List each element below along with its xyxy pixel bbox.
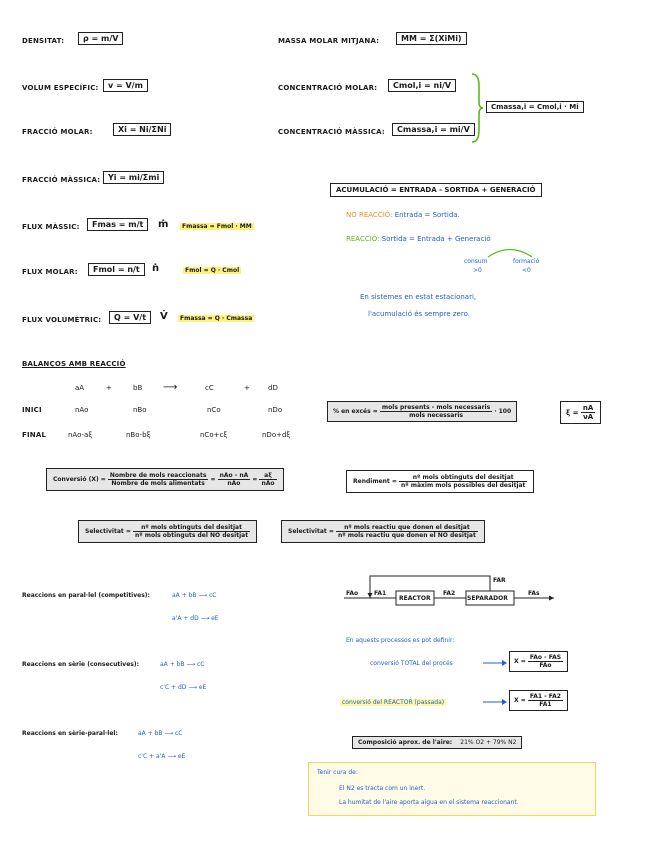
total-arrow bbox=[482, 658, 508, 668]
brace-formula: Cmassa,i = Cmol,i · Mi bbox=[486, 101, 584, 113]
selectivitat-1-box bbox=[78, 520, 257, 543]
rx-aA: aA bbox=[75, 384, 85, 392]
reactor-conversion-box bbox=[509, 690, 568, 711]
serie-label: Reaccions en sèrie (consecutives): bbox=[22, 661, 139, 668]
total-num: FAo - FAS bbox=[529, 654, 562, 661]
reactor-num: FA1 - FA2 bbox=[529, 693, 561, 700]
rx-dD: dD bbox=[268, 384, 278, 392]
consum-label: consum bbox=[464, 258, 488, 265]
conversio-num: Nombre de mols reaccionats bbox=[109, 472, 207, 479]
fraccio-massica-formula: Yi = mi/Σmi bbox=[103, 171, 164, 184]
consum-sign: >0 bbox=[473, 267, 482, 274]
formacio-label: formació bbox=[513, 258, 540, 265]
massa-molar-formula: MM = Σ(XiMi) bbox=[396, 32, 467, 45]
f-a2-label: FA2 bbox=[443, 590, 456, 597]
volum-especific-label: VOLUM ESPECÍFIC: bbox=[22, 84, 99, 92]
conversio-den3: nAo bbox=[261, 480, 275, 487]
serie-paralel-r1: aA + bB ⟶ cC bbox=[138, 730, 183, 737]
inici-b: nBo bbox=[133, 406, 147, 414]
note-box bbox=[308, 762, 596, 816]
exces-prefix: % en excés = bbox=[333, 408, 378, 415]
concentracio-molar-label: CONCENTRACIÓ MOLAR: bbox=[278, 84, 378, 92]
process-intro: En aquests processos es pot definir: bbox=[346, 637, 455, 644]
exces-box bbox=[327, 401, 517, 422]
flux-molar-label: FLUX MOLAR: bbox=[22, 268, 78, 276]
note-line-1: El N2 es tracta com un inert. bbox=[339, 785, 426, 792]
total-conversion-label: conversió TOTAL del procés bbox=[370, 660, 453, 667]
xi-box bbox=[560, 401, 601, 424]
serie-r1: aA + bB ⟶ cC bbox=[160, 661, 205, 668]
fraccio-molar-formula: Xi = Ni/ΣNi bbox=[113, 123, 171, 136]
green-brace bbox=[470, 72, 484, 144]
flux-molar-formula: Fmol = n/t bbox=[88, 263, 145, 276]
selectivitat-1-prefix: Selectivitat = bbox=[85, 528, 131, 535]
selectivitat-2-den: nº mols reactiu que donen el NO desitjat bbox=[337, 532, 476, 539]
v-dot: V̇ bbox=[160, 311, 168, 322]
flux-massic-relation: Fmassa = Fmol · MM bbox=[182, 223, 252, 230]
exces-den: mols necessaris bbox=[409, 412, 463, 419]
selectivitat-2-num: nº mols reactiu que donen el desitjat bbox=[336, 524, 478, 532]
final-d: nDo+dξ bbox=[262, 431, 291, 439]
concentracio-massica-label: CONCENTRACIÓ MÀSSICA: bbox=[278, 128, 385, 136]
serie-paralel-label: Reaccions en sèrie-paral·lel: bbox=[22, 730, 118, 737]
exces-suffix: · 100 bbox=[494, 408, 512, 415]
inici-c: nCo bbox=[207, 406, 221, 414]
reactor-conversion-label: conversió del REACTOR (passada) bbox=[342, 699, 445, 706]
paralel-label: Reaccions en paral·lel (competitives): bbox=[22, 592, 150, 599]
fraccio-molar-label: FRACCIÓ MOLAR: bbox=[22, 128, 93, 136]
rx-plus1: + bbox=[106, 384, 112, 392]
xi-lhs: ξ = bbox=[566, 408, 579, 417]
rendiment-box bbox=[346, 470, 534, 493]
steady-line-1: En sistemes en estat estacionari, bbox=[360, 293, 477, 301]
concentracio-molar-formula: Cmol,i = ni/V bbox=[388, 79, 456, 92]
total-den: FAo bbox=[539, 662, 552, 669]
conversio-eq1: = bbox=[210, 476, 216, 483]
rendiment-num: nº mols obtinguts del desitjat bbox=[399, 474, 527, 482]
inici-label: INICI bbox=[22, 406, 42, 414]
fraccio-massica-label: FRACCIÓ MÀSSICA: bbox=[22, 176, 101, 184]
exces-fraction bbox=[380, 404, 492, 419]
n-dot: ṅ bbox=[152, 263, 160, 274]
total-conversion-box bbox=[509, 651, 568, 672]
formacio-sign: <0 bbox=[522, 267, 531, 274]
conversio-prefix: Conversió (X) = bbox=[53, 476, 106, 483]
paralel-r1: aA + bB ⟶ cC bbox=[172, 592, 217, 599]
reaccio-label: REACCIÓ: bbox=[346, 235, 380, 243]
selectivitat-2-prefix: Selectivitat = bbox=[288, 528, 334, 535]
separador-label: SEPARADOR bbox=[467, 595, 508, 602]
note-title: Tenir cura de: bbox=[317, 769, 358, 776]
conversio-den: Nombre de mols alimentats bbox=[111, 480, 205, 487]
generacio-split bbox=[480, 244, 540, 258]
xi-fraction bbox=[581, 404, 595, 421]
final-b: nBo-bξ bbox=[126, 431, 151, 439]
reaccio-text: Sortida = Entrada + Generació bbox=[381, 235, 491, 243]
flux-massic-label: FLUX MÀSSIC: bbox=[22, 223, 80, 231]
conversio-den2: nAo bbox=[227, 480, 241, 487]
accumulation-box: ACUMULACIÓ = ENTRADA - SORTIDA + GENERACIÓ bbox=[330, 183, 542, 197]
serie-r2: c'C + dD ⟶ eE bbox=[160, 684, 207, 691]
m-dot: ṁ bbox=[158, 219, 169, 230]
flux-volumetric-label: FLUX VOLUMÈTRIC: bbox=[22, 316, 102, 324]
aire-box bbox=[352, 736, 522, 749]
conversio-fraction-1 bbox=[108, 472, 208, 487]
paralel-r2: a'A + dD ⟶ eE bbox=[172, 615, 219, 622]
aire-value: 21% O2 + 79% N2 bbox=[460, 739, 517, 746]
densitat-formula: ρ = m/V bbox=[78, 32, 123, 45]
conversio-fraction-3 bbox=[259, 472, 276, 487]
selectivitat-1-fraction bbox=[133, 524, 250, 539]
rx-plus2: + bbox=[244, 384, 250, 392]
final-label: FINAL bbox=[22, 431, 47, 439]
note-line-2: La humitat de l'aire aporta aigua en el sistema reaccionant. bbox=[339, 799, 519, 806]
flux-molar-relation: Fmol = Q · Cmol bbox=[185, 267, 240, 274]
densitat-label: DENSITAT: bbox=[22, 37, 65, 45]
conversio-eq2: = bbox=[252, 476, 258, 483]
conversio-fraction-2 bbox=[218, 472, 251, 487]
selectivitat-2-fraction bbox=[336, 524, 478, 539]
xi-num: nA bbox=[582, 404, 594, 412]
reactor-fraction bbox=[528, 693, 563, 708]
exces-num: mols presents - mols necessaris bbox=[381, 404, 491, 411]
rx-bB: bB bbox=[133, 384, 143, 392]
reactor-den: FA1 bbox=[539, 701, 552, 708]
f-ar-label: FAR bbox=[493, 577, 506, 584]
selectivitat-1-num: nº mols obtinguts del desitjat bbox=[133, 524, 250, 532]
total-fraction bbox=[528, 654, 563, 669]
reaccio-line bbox=[346, 235, 491, 243]
rendiment-fraction bbox=[399, 474, 527, 489]
serie-paralel-r2: c'C + a'A ⟶ eE bbox=[138, 753, 186, 760]
aire-label: Composició aprox. de l'aire: bbox=[358, 739, 453, 746]
no-reaccio-text: Entrada = Sortida. bbox=[394, 211, 460, 219]
flux-volumetric-relation: Fmassa = Q · Cmassa bbox=[180, 315, 253, 322]
xi-den: νA bbox=[583, 413, 594, 421]
conversio-num3: aξ bbox=[259, 472, 276, 480]
selectivitat-1-den: nº mols obtinguts del NO desitjat bbox=[134, 532, 249, 539]
steady-line-2: l'acumulació és sempre zero. bbox=[368, 310, 470, 318]
flux-volumetric-formula: Q = V/t bbox=[109, 311, 151, 324]
reactor-label: REACTOR bbox=[399, 595, 431, 602]
inici-d: nDo bbox=[268, 406, 283, 414]
final-c: nCo+cξ bbox=[200, 431, 228, 439]
reactor-lhs: X = bbox=[514, 697, 526, 704]
reactor-arrow bbox=[482, 697, 508, 707]
conversio-num2: nAo - nA bbox=[219, 472, 249, 479]
total-lhs: X = bbox=[514, 658, 526, 665]
concentracio-massica-formula: Cmassa,i = mi/V bbox=[392, 123, 475, 136]
final-a: nAo-aξ bbox=[68, 431, 93, 439]
no-reaccio-label: NO REACCIÓ: bbox=[346, 211, 393, 219]
no-reaccio-line bbox=[346, 211, 460, 219]
f-ao-label: FAo bbox=[346, 590, 359, 597]
flux-massic-formula: Fmas = m/t bbox=[87, 218, 148, 231]
inici-a: nAo bbox=[75, 406, 89, 414]
conversio-box bbox=[46, 468, 284, 491]
massa-molar-label: MASSA MOLAR MITJANA: bbox=[278, 37, 380, 45]
f-a1-label: FA1 bbox=[374, 590, 387, 597]
volum-especific-formula: v = V/m bbox=[103, 79, 148, 92]
balancos-title: BALANÇOS AMB REACCIÓ bbox=[22, 360, 126, 368]
rx-arrow: ⟶ bbox=[163, 382, 178, 393]
reactor-conversion-line bbox=[340, 699, 446, 706]
selectivitat-2-box bbox=[281, 520, 485, 543]
rendiment-prefix: Rendiment = bbox=[353, 478, 397, 485]
f-as-label: FAs bbox=[528, 590, 540, 597]
rx-cC: cC bbox=[205, 384, 214, 392]
rendiment-den: nº màxim mols possibles del desitjat bbox=[400, 482, 526, 489]
